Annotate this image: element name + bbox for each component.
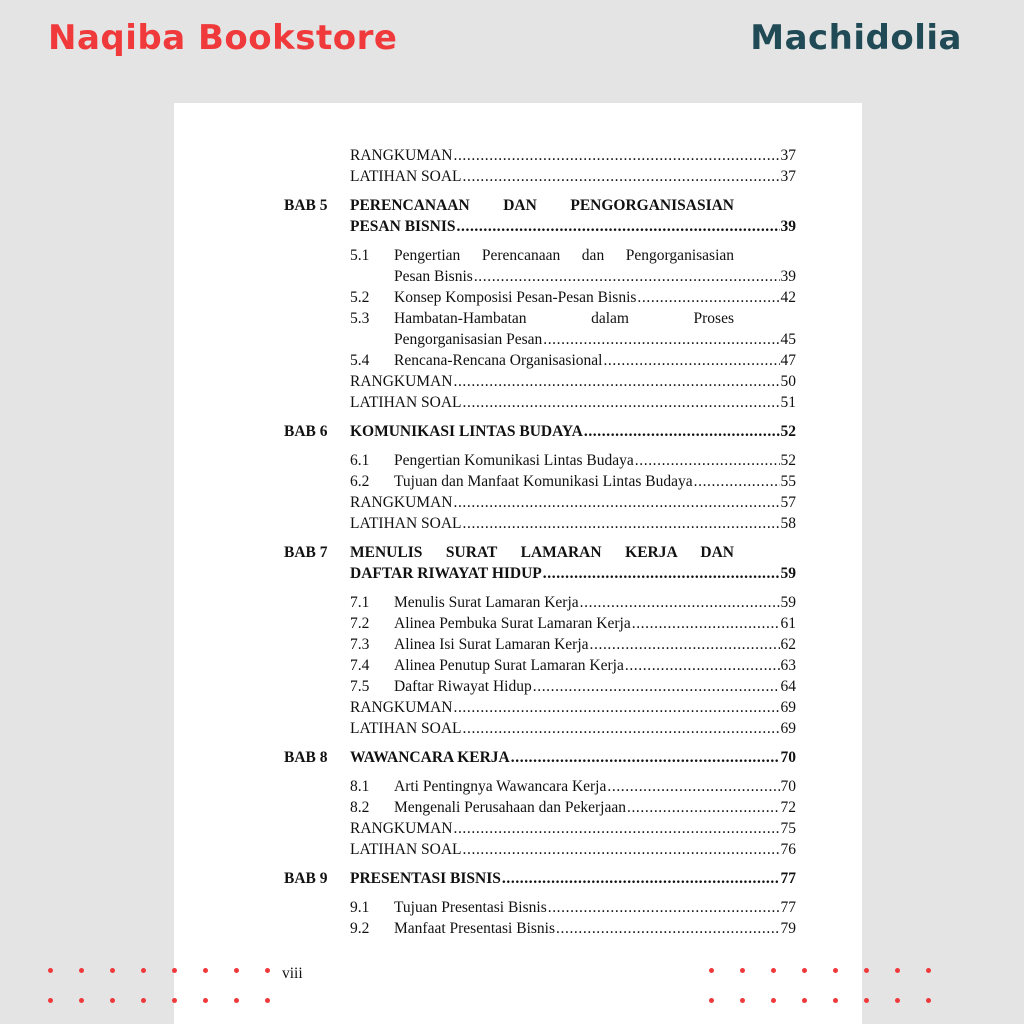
section-number: 5.4 <box>350 352 370 369</box>
chapter-title: WAWANCARA KERJA ..... 70 <box>350 747 796 769</box>
toc-entry-latihan-soal: LATIHAN SOAL ..... 76 <box>350 839 796 861</box>
section-entry: Pengorganisasian Pesan ..... 45 <box>394 329 796 351</box>
toc-entry-label: LATIHAN SOAL <box>350 168 462 185</box>
section-entry: Alinea Pembuka Surat Lamaran Kerja ..... 61 <box>394 613 796 635</box>
chapter-title-line2: DAFTAR RIWAYAT HIDUP ..... 59 <box>350 563 796 585</box>
toc-entry-latihan-soal: LATIHAN SOAL ..... 51 <box>350 392 796 414</box>
section-number: 6.2 <box>350 473 370 490</box>
section-entry: Pengertian Komunikasi Lintas Budaya ..... 52 <box>394 450 796 472</box>
section-entry: Alinea Penutup Surat Lamaran Kerja ..... 63 <box>394 655 796 677</box>
toc-entry-rangkuman <box>350 145 796 167</box>
section-number: 7.5 <box>350 678 370 695</box>
chapter-page: 52 <box>780 423 796 440</box>
toc-entry-rangkuman: RANGKUMAN ..... 57 <box>350 492 796 514</box>
toc-entry-latihan-soal <box>350 166 796 188</box>
section-entry: Menulis Surat Lamaran Kerja ..... 59 <box>394 592 796 614</box>
section-entry: Tujuan dan Manfaat Komunikasi Lintas Budaya ..... 55 <box>394 471 796 493</box>
toc-entry-page: 37 <box>780 168 796 185</box>
chapter-label: BAB 6 <box>284 423 328 440</box>
section-entry: Alinea Isi Surat Lamaran Kerja ..... 62 <box>394 634 796 656</box>
toc-entry-rangkuman: RANGKUMAN ..... 50 <box>350 371 796 393</box>
toc-entry-rangkuman: RANGKUMAN ..... 75 <box>350 818 796 840</box>
toc-entry-label: RANGKUMAN <box>350 147 453 164</box>
toc-entry-rangkuman: RANGKUMAN ..... 69 <box>350 697 796 719</box>
chapter-label: BAB 8 <box>284 749 328 766</box>
toc-entry-latihan-soal: LATIHAN SOAL ..... 58 <box>350 513 796 535</box>
section-entry: Pesan Bisnis ..... 39 <box>394 266 796 288</box>
section-number: 8.1 <box>350 778 370 795</box>
section-entry: Konsep Komposisi Pesan-Pesan Bisnis ..... 42 <box>394 287 796 309</box>
section-title-line1: Hambatan-Hambatan dalam Proses <box>394 310 734 327</box>
section-number: 7.4 <box>350 657 370 674</box>
page-number: viii <box>282 965 303 982</box>
section-number: 6.1 <box>350 452 370 469</box>
toc-entry-page: 37 <box>780 147 796 164</box>
chapter-page: 39 <box>780 218 796 235</box>
section-number: 8.2 <box>350 799 370 816</box>
chapter-title-line1: MENULIS SURAT LAMARAN KERJA DAN <box>350 544 734 561</box>
section-entry: Tujuan Presentasi Bisnis ..... 77 <box>394 897 796 919</box>
chapter-title: PRESENTASI BISNIS ..... 77 <box>350 868 796 890</box>
section-entry: Arti Pentingnya Wawancara Kerja ..... 70 <box>394 776 796 798</box>
chapter-label: BAB 9 <box>284 870 328 887</box>
toc-entry-latihan-soal: LATIHAN SOAL ..... 69 <box>350 718 796 740</box>
book-page <box>174 103 862 1024</box>
chapter-title-line2: PESAN BISNIS ..... 39 <box>350 216 796 238</box>
chapter-title: KOMUNIKASI LINTAS BUDAYA ..... 52 <box>350 421 796 443</box>
section-number: 9.2 <box>350 920 370 937</box>
brand-machidolia: Machidolia <box>750 18 962 58</box>
chapter-title-line1: PERENCANAAN DAN PENGORGANISASIAN <box>350 197 734 214</box>
section-number: 9.1 <box>350 899 370 916</box>
section-number: 5.2 <box>350 289 370 306</box>
brand-naqiba-bookstore: Naqiba Bookstore <box>48 18 398 58</box>
section-number: 5.3 <box>350 310 370 327</box>
section-entry: Mengenali Perusahaan dan Pekerjaan ..... 72 <box>394 797 796 819</box>
section-number: 7.1 <box>350 594 370 611</box>
section-number: 7.3 <box>350 636 370 653</box>
section-number: 5.1 <box>350 247 370 264</box>
section-entry: Rencana-Rencana Organisasional ..... 47 <box>394 350 796 372</box>
section-number: 7.2 <box>350 615 370 632</box>
section-title-line1: Pengertian Perencanaan dan Pengorganisasian <box>394 247 734 264</box>
chapter-page: 77 <box>780 870 796 887</box>
chapter-label: BAB 5 <box>284 197 328 214</box>
chapter-page: 59 <box>780 565 796 582</box>
section-entry: Manfaat Presentasi Bisnis ..... 79 <box>394 918 796 940</box>
section-entry: Daftar Riwayat Hidup ..... 64 <box>394 676 796 698</box>
chapter-page: 70 <box>780 749 796 766</box>
chapter-label: BAB 7 <box>284 544 328 561</box>
